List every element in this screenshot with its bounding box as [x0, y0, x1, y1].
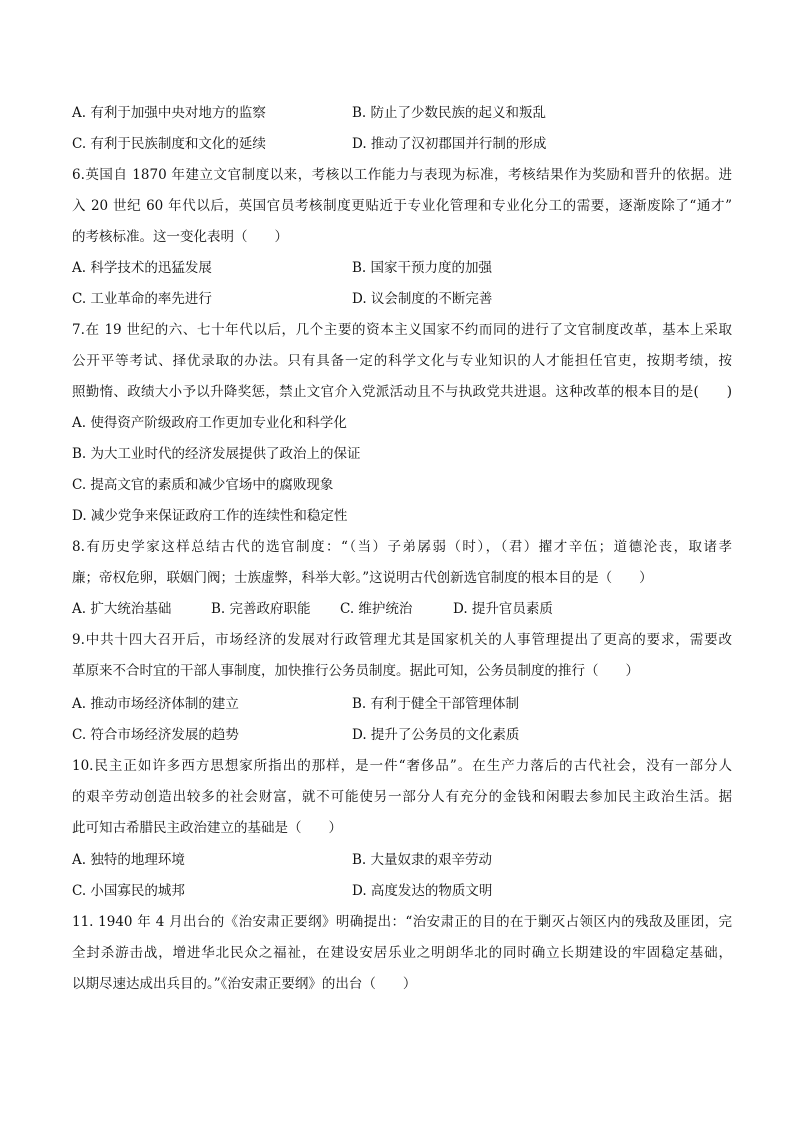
- q5-option-a: A. 有利于加强中央对地方的监察: [72, 105, 266, 121]
- q7-option-b: B. 为大工业时代的经济发展提供了政治上的保证: [72, 446, 361, 462]
- q7-option-d: D. 减少党争来保证政府工作的连续性和稳定性: [72, 508, 348, 524]
- q9-option-c: C. 符合市场经济发展的趋势: [72, 727, 239, 743]
- q9-option-a: A. 推动市场经济体制的建立: [72, 696, 239, 712]
- q10-stem-line-2: 的艰辛劳动创造出较多的社会财富，就不可能使另一部分人有充分的金钱和闲暇去参加民主政治生活。据: [72, 789, 732, 805]
- q6-stem-line-2: 入 20 世纪 60 年代以后，英国官员考核制度更贴近于专业化管理和专业化分工的需要，逐渐废除了“通才”: [72, 198, 732, 214]
- q10-option-row-1: [72, 850, 732, 870]
- q7-stem-line-2: 公开平等考试、择优录取的办法。只有具备一定的科学文化与专业知识的人才能担任官吏，按期考绩，按: [72, 353, 732, 369]
- q9-option-row-2: [72, 725, 732, 745]
- q10-option-a: A. 独特的地理环境: [72, 852, 185, 868]
- q7-option-a: A. 使得资产阶级政府工作更加专业化和科学化: [72, 415, 347, 431]
- q8-option-c: C. 维护统治: [340, 601, 413, 617]
- q5-option-row-2: [72, 134, 732, 154]
- q11-stem-line-1: 11. 1940 年 4 月出台的《治安肃正要纲》明确提出：“治安肃正的目的在于剿灭占领区内的残敌及匪团，完: [72, 914, 732, 930]
- q6-stem-line-3: 的考核标准。这一变化表明（ ）: [72, 229, 288, 245]
- q10-stem-line-3: 此可知古希腊民主政治建立的基础是（ ）: [72, 820, 342, 836]
- q5-option-b: B. 防止了少数民族的起义和叛乱: [352, 105, 547, 121]
- q10-option-d: D. 高度发达的物质文明: [352, 883, 493, 899]
- q6-option-d: D. 议会制度的不断完善: [352, 291, 493, 307]
- q8-stem-line-1: 8.有历史学家这样总结古代的选官制度：“（当）子弟孱弱（时），（君）擢才辛伍；道德沦丧，取诸孝: [72, 539, 732, 555]
- q5-option-d: D. 推动了汉初郡国并行制的形成: [352, 136, 547, 152]
- q6-option-c: C. 工业革命的率先进行: [72, 291, 212, 307]
- q10-option-row-2: [72, 881, 732, 901]
- q9-option-d: D. 提升了公务员的文化素质: [352, 727, 520, 743]
- q6-option-row-2: [72, 289, 732, 309]
- q9-stem-line-2: 革原来不合时宜的干部人事制度，加快推行公务员制度。据此可知，公务员制度的推行（ ）: [72, 663, 639, 679]
- q6-option-a: A. 科学技术的迅猛发展: [72, 260, 212, 276]
- q6-stem-line-1: 6.英国自 1870 年建立文官制度以来，考核以工作能力与表现为标准，考核结果作为奖励和晋升的依据。进: [72, 167, 732, 183]
- q8-option-row: [72, 599, 732, 619]
- q7-stem-line-3: 照勤惰、政绩大小予以升降奖惩，禁止文官介入党派活动且不与执政党共进退。这种改革的根本目的是( ): [72, 384, 732, 400]
- q7-option-c: C. 提高文官的素质和减少官场中的腐败现象: [72, 477, 334, 493]
- q6-option-row-1: [72, 258, 732, 278]
- q11-stem-line-3: 以期尽速达成出兵目的。”《治安肃正要纲》的出台（ ）: [72, 976, 417, 992]
- q8-option-a: A. 扩大统治基础: [72, 601, 172, 617]
- q5-option-row-1: [72, 103, 732, 123]
- q5-option-c: C. 有利于民族制度和文化的延续: [72, 136, 266, 152]
- q10-stem-line-1: 10.民主正如许多西方思想家所指出的那样，是一件“奢侈品”。在生产力落后的古代社会，没有一部分人: [72, 758, 732, 774]
- q11-stem-line-2: 全封杀游击战，增进华北民众之福祉，在建设安居乐业之明朗华北的同时确立长期建设的牢固稳定基础，: [72, 945, 732, 961]
- q7-stem-line-1: 7.在 19 世纪的六、七十年代以后，几个主要的资本主义国家不约而同的进行了文官制度改革，基本上采取: [72, 322, 732, 338]
- q8-option-d: D. 提升官员素质: [453, 601, 553, 617]
- q8-option-b: B. 完善政府职能: [211, 601, 311, 617]
- q9-option-b: B. 有利于健全干部管理体制: [352, 696, 520, 712]
- q8-stem-line-2: 廉；帝权危卵，联姻门阀；士族虚弊，科举大彰。”这说明古代创新选官制度的根本目的是（ ）: [72, 570, 653, 586]
- q9-option-row-1: [72, 694, 732, 714]
- q6-option-b: B. 国家干预力度的加强: [352, 260, 493, 276]
- q10-option-b: B. 大量奴隶的艰辛劳动: [352, 852, 493, 868]
- q9-stem-line-1: 9.中共十四大召开后，市场经济的发展对行政管理尤其是国家机关的人事管理提出了更高的要求，需要改: [72, 632, 732, 648]
- q10-option-c: C. 小国寡民的城邦: [72, 883, 185, 899]
